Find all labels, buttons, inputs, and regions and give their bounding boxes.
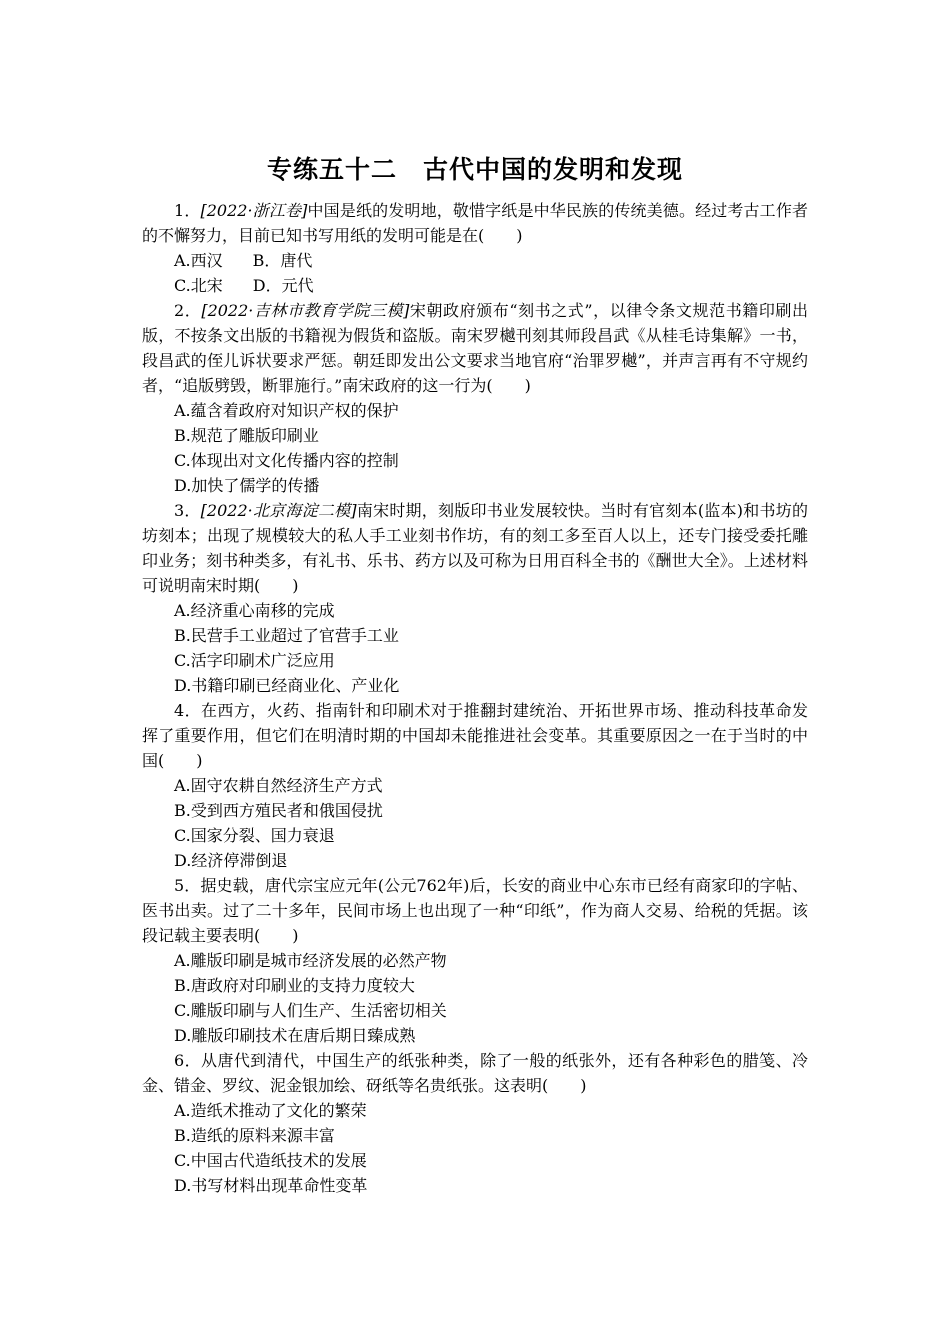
question-text: 在西方，火药、指南针和印刷术对于推翻封建统治、开拓世界市场、推动科技革命发挥了重要作用，但它们在明清时期的中国却未能推进社会变革。其重要原因之一在于当时的中国( ) [142, 701, 808, 770]
question-6 [142, 1048, 808, 1198]
option-b[interactable]: B.规范了雕版印刷业 [174, 426, 319, 445]
question-source: [2022·吉林市教育学院三模] [201, 301, 410, 320]
option-a[interactable]: A.蕴含着政府对知识产权的保护 [174, 401, 399, 420]
question-4 [142, 698, 808, 873]
option-row [142, 248, 808, 273]
option-a[interactable]: A.固守农耕自然经济生产方式 [174, 776, 383, 795]
question-stem [142, 198, 808, 248]
option-d[interactable]: D.书籍印刷已经商业化、产业化 [174, 676, 400, 695]
question-stem [142, 498, 808, 598]
question-stem [142, 298, 808, 398]
option-c[interactable]: C.国家分裂、国力衰退 [174, 826, 335, 845]
question-text: 宋朝政府颁布“刻书之式”，以律令条文规范书籍印刷出版，不按条文出版的书籍视为假货和盗版。南宋罗樾刊刻其师段昌武《从桂毛诗集解》一书，段昌武的侄儿诉状要求严惩。朝廷即发出公文要求当地官府“治罪罗樾”，并声言再有不守规约者，“追版劈毁，断罪施行。”南宋政府的这一行为( ) [142, 301, 808, 395]
option-a[interactable]: A.经济重心南移的完成 [174, 601, 335, 620]
option-b[interactable]: B.受到西方殖民者和俄国侵扰 [174, 801, 383, 820]
question-stem [142, 873, 808, 948]
question-5 [142, 873, 808, 1048]
question-stem [142, 698, 808, 773]
question-text: 南宋时期，刻版印书业发展较快。当时有官刻本(监本)和书坊的坊刻本；出现了规模较大的私人手工业刻书作坊，有的刻工多至百人以上，还专门接受委托雕印业务；刻书种类多，有礼书、乐书、药方以及可称为日用百科全书的《酬世大全》。上述材料可说明南宋时期( ) [142, 501, 808, 595]
option-row [142, 273, 808, 298]
option-a[interactable]: A.西汉 [174, 251, 223, 270]
option-d[interactable]: D.经济停滞倒退 [174, 851, 288, 870]
option-c[interactable]: C.雕版印刷与人们生产、生活密切相关 [174, 1001, 447, 1020]
option-d[interactable]: D.雕版印刷技术在唐后期日臻成熟 [174, 1026, 416, 1045]
question-number: 4． [174, 701, 202, 720]
question-source: [2022·浙江卷] [200, 201, 308, 220]
question-number: 1． [174, 201, 201, 220]
question-list [142, 198, 808, 1198]
option-c[interactable]: C.中国古代造纸技术的发展 [174, 1151, 367, 1170]
option-b[interactable]: B.民营手工业超过了官营手工业 [174, 626, 399, 645]
question-1 [142, 198, 808, 298]
option-c[interactable]: C.体现出对文化传播内容的控制 [174, 451, 399, 470]
question-3 [142, 498, 808, 698]
question-source: [2022·北京海淀二模] [200, 501, 357, 520]
page-title: 专练五十二 古代中国的发明和发现 [266, 155, 683, 184]
question-number: 3． [174, 501, 201, 520]
question-number: 2． [174, 301, 202, 320]
option-d[interactable]: D．元代 [252, 276, 314, 295]
option-d[interactable]: D.书写材料出现革命性变革 [174, 1176, 368, 1195]
option-a[interactable]: A.雕版印刷是城市经济发展的必然产物 [174, 951, 447, 970]
question-stem [142, 1048, 808, 1098]
question-number: 5． [174, 876, 201, 895]
option-b[interactable]: B．唐代 [252, 251, 313, 270]
question-number: 6． [174, 1051, 202, 1070]
question-text: 据史载，唐代宗宝应元年(公元762年)后，长安的商业中心东市已经有商家印的字帖、医书出卖。过了二十多年，民间市场上也出现了一种“印纸”，作为商人交易、给税的凭据。该段记载主要表明( ) [142, 876, 808, 945]
question-2 [142, 298, 808, 498]
option-a[interactable]: A.造纸术推动了文化的繁荣 [174, 1101, 367, 1120]
option-c[interactable]: C.北宋 [174, 276, 223, 295]
option-b[interactable]: B.唐政府对印刷业的支持力度较大 [174, 976, 415, 995]
option-c[interactable]: C.活字印刷术广泛应用 [174, 651, 335, 670]
option-d[interactable]: D.加快了儒学的传播 [174, 476, 320, 495]
question-text: 从唐代到清代，中国生产的纸张种类，除了一般的纸张外，还有各种彩色的腊笺、冷金、错金、罗纹、泥金银加绘、砑纸等名贵纸张。这表明( ) [142, 1051, 808, 1095]
question-text: 中国是纸的发明地，敬惜字纸是中华民族的传统美德。经过考古工作者的不懈努力，目前已知书写用纸的发明可能是在( ) [142, 201, 808, 245]
option-b[interactable]: B.造纸的原料来源丰富 [174, 1126, 335, 1145]
